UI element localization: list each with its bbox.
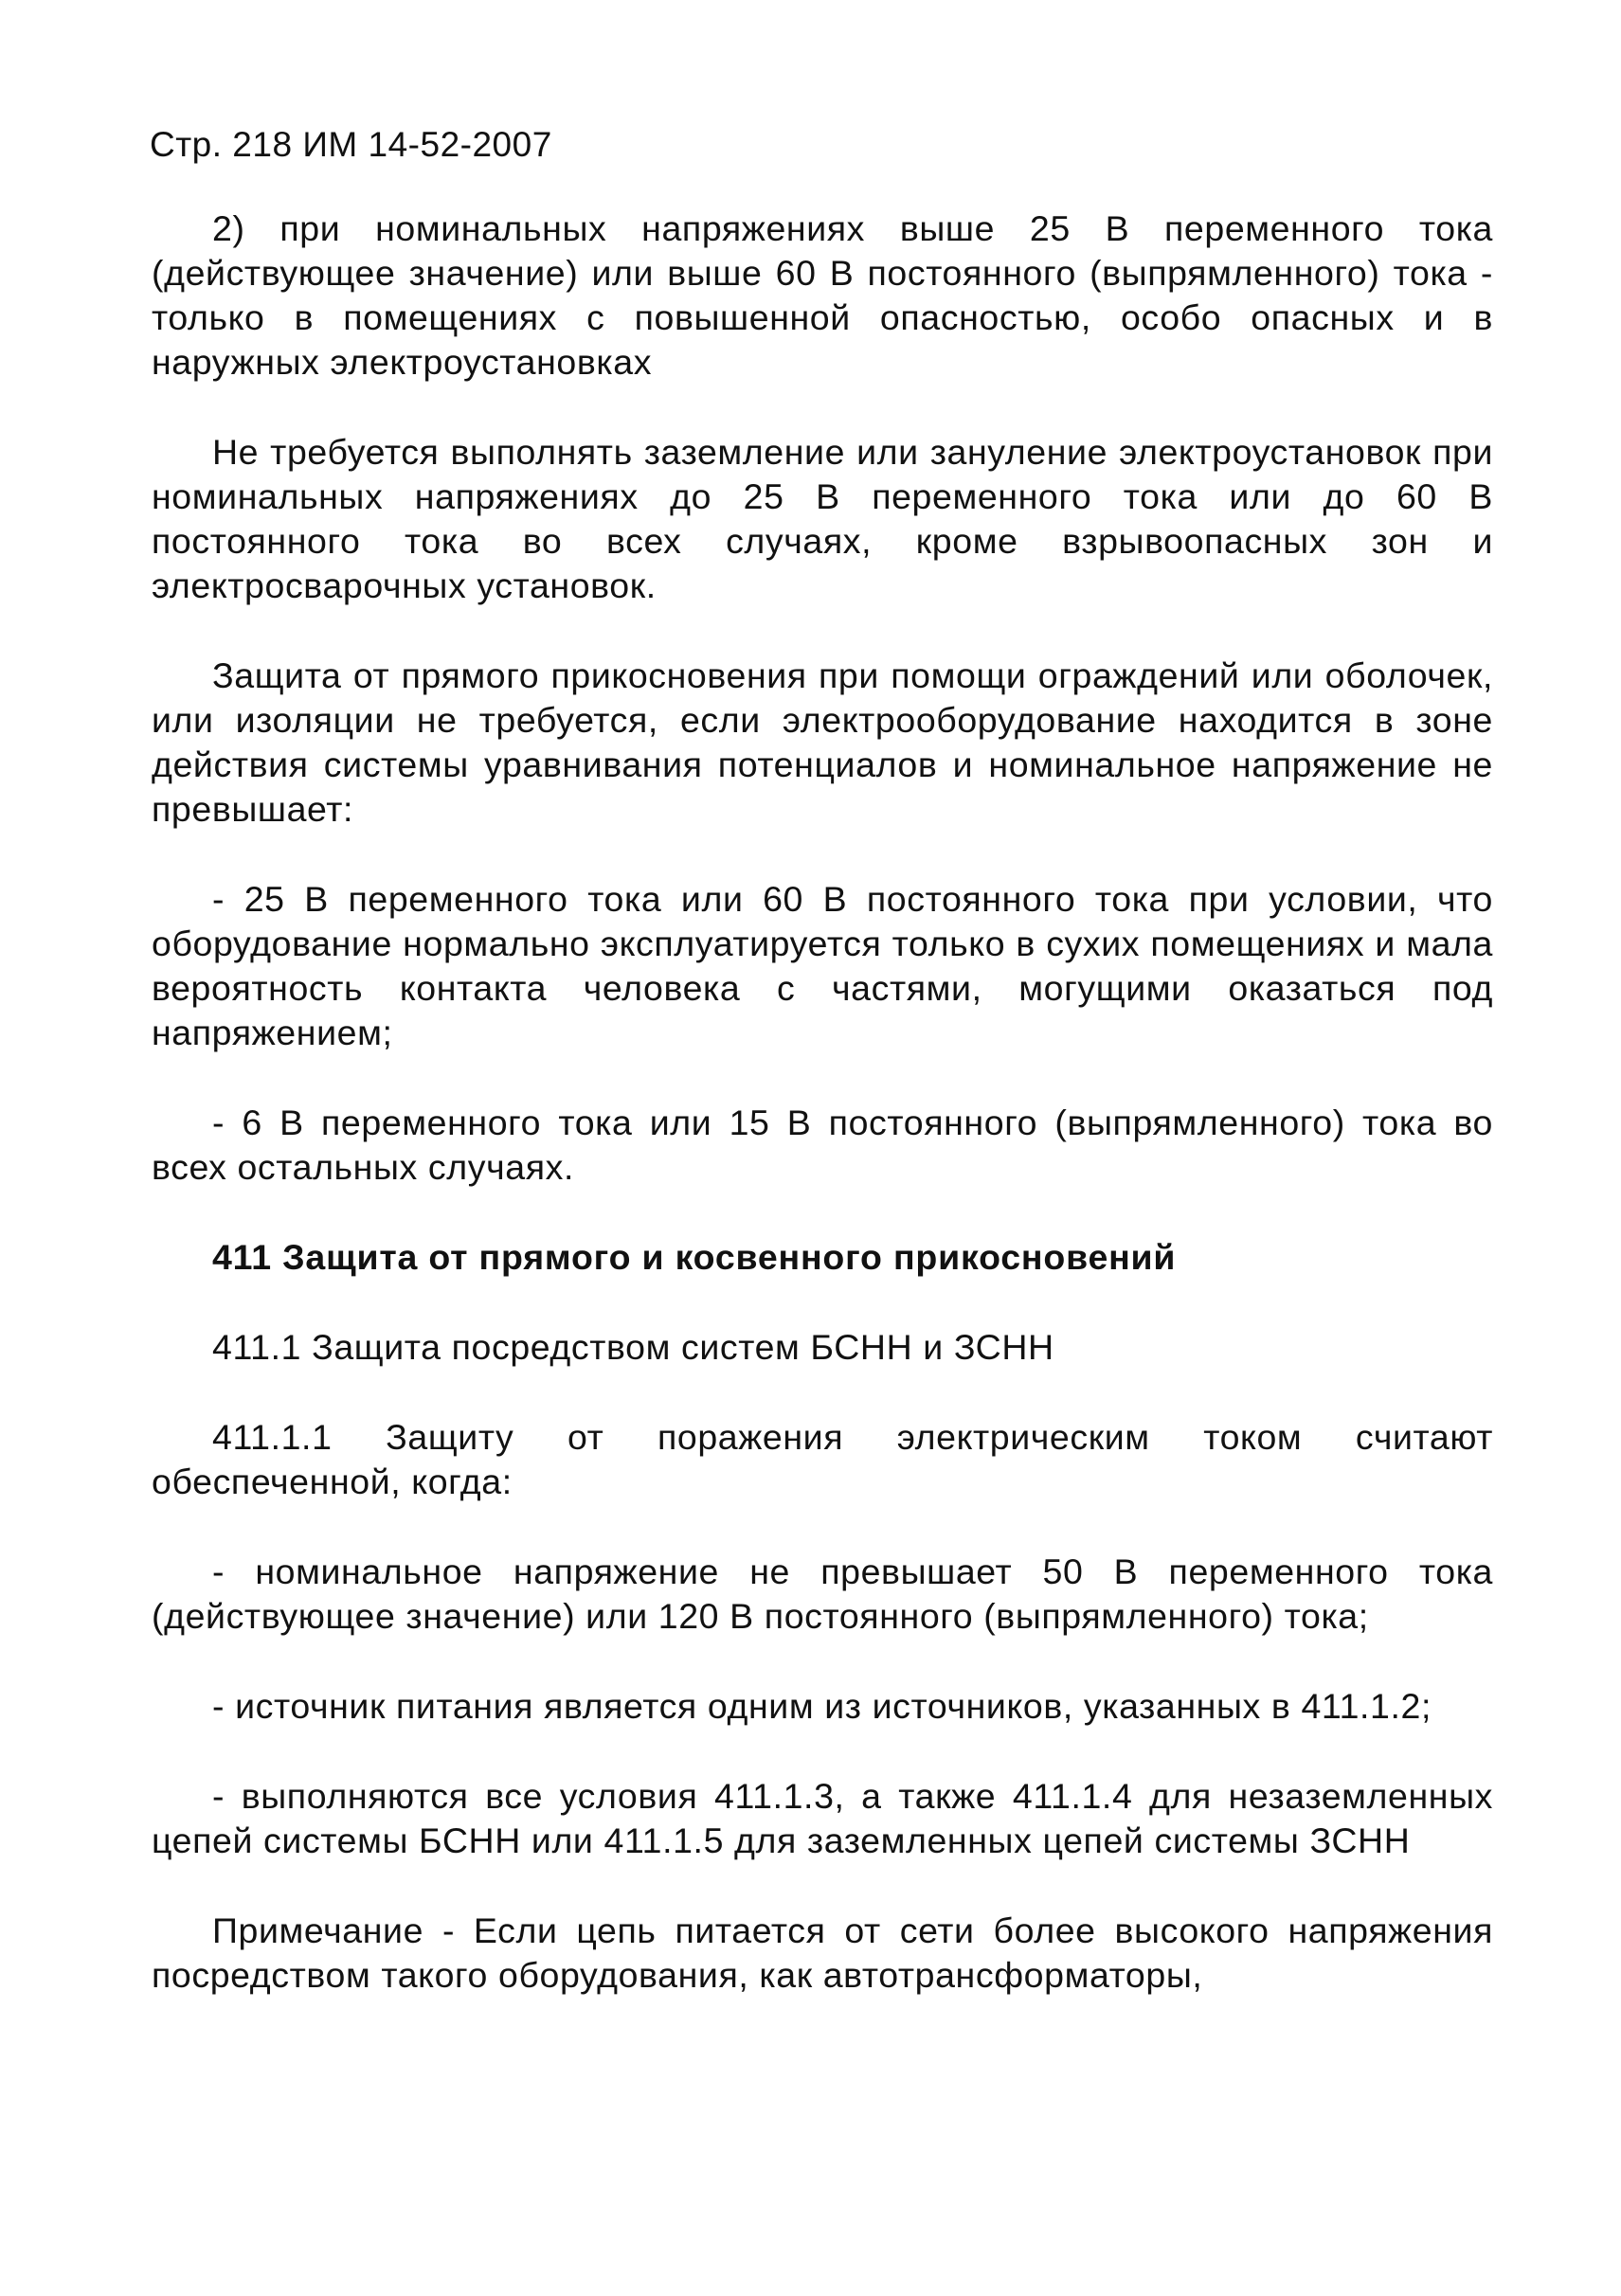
list-item-dry-rooms: - 25 В переменного тока или 60 В постоянного тока при условии, что оборудование нормально эксплуатируется только в сухих помещениях и мала вероятность контакта человека с частями, могущими оказаться под напряжением; [152,879,1493,1052]
paragraph-note: Примечание - Если цепь питается от сети более высокого напряжения посредством такого оборудования, как автотрансформаторы, [152,1910,1493,1995]
page-header: Стр. 218 ИМ 14-52-2007 [150,125,552,164]
list-item-nominal-voltage: - номинальное напряжение не превышает 50 В переменного тока (действующее значение) или 120 В постоянного (выпрямленного) тока; [152,1552,1493,1636]
document-body [152,206,1493,1998]
list-item-conditions: - выполняются все условия 411.1.3, а также 411.1.4 для незаземленных цепей системы БСНН или 411.1.5 для заземленных цепей системы ЗСНН [152,1776,1493,1860]
paragraph-411-1-1: 411.1.1 Защиту от поражения электрическим током считают обеспеченной, когда: [152,1417,1493,1501]
section-heading-411: 411 Защита от прямого и косвенного прикосновений [212,1237,1177,1277]
list-item-power-source: - источник питания является одним из источников, указанных в 411.1.2; [212,1686,1432,1726]
subsection-heading-411-1: 411.1 Защита посредством систем БСНН и ЗСНН [212,1327,1054,1367]
list-item-other-cases: - 6 В переменного тока или 15 В постоянного (выпрямленного) тока во всех остальных случаях. [152,1103,1493,1187]
paragraph-voltage-conditions: 2) при номинальных напряжениях выше 25 В переменного тока (действующее значение) или выше 60 В постоянного (выпрямленного) тока - только в помещениях с повышенной опасностью, особо опасных и в наружных электроустановках [152,208,1493,382]
paragraph-grounding-not-required: Не требуется выполнять заземление или зануление электроустановок при номинальных напряжениях до 25 В переменного тока или до 60 В постоянного тока во всех случаях, кроме взрывоопасных зон и электросварочных установок. [152,432,1493,605]
paragraph-direct-contact-protection: Защита от прямого прикосновения при помощи ограждений или оболочек, или изоляции не требуется, если электрооборудование находится в зоне действия системы уравнивания потенциалов и номинальное напряжение не превышает: [152,655,1493,829]
